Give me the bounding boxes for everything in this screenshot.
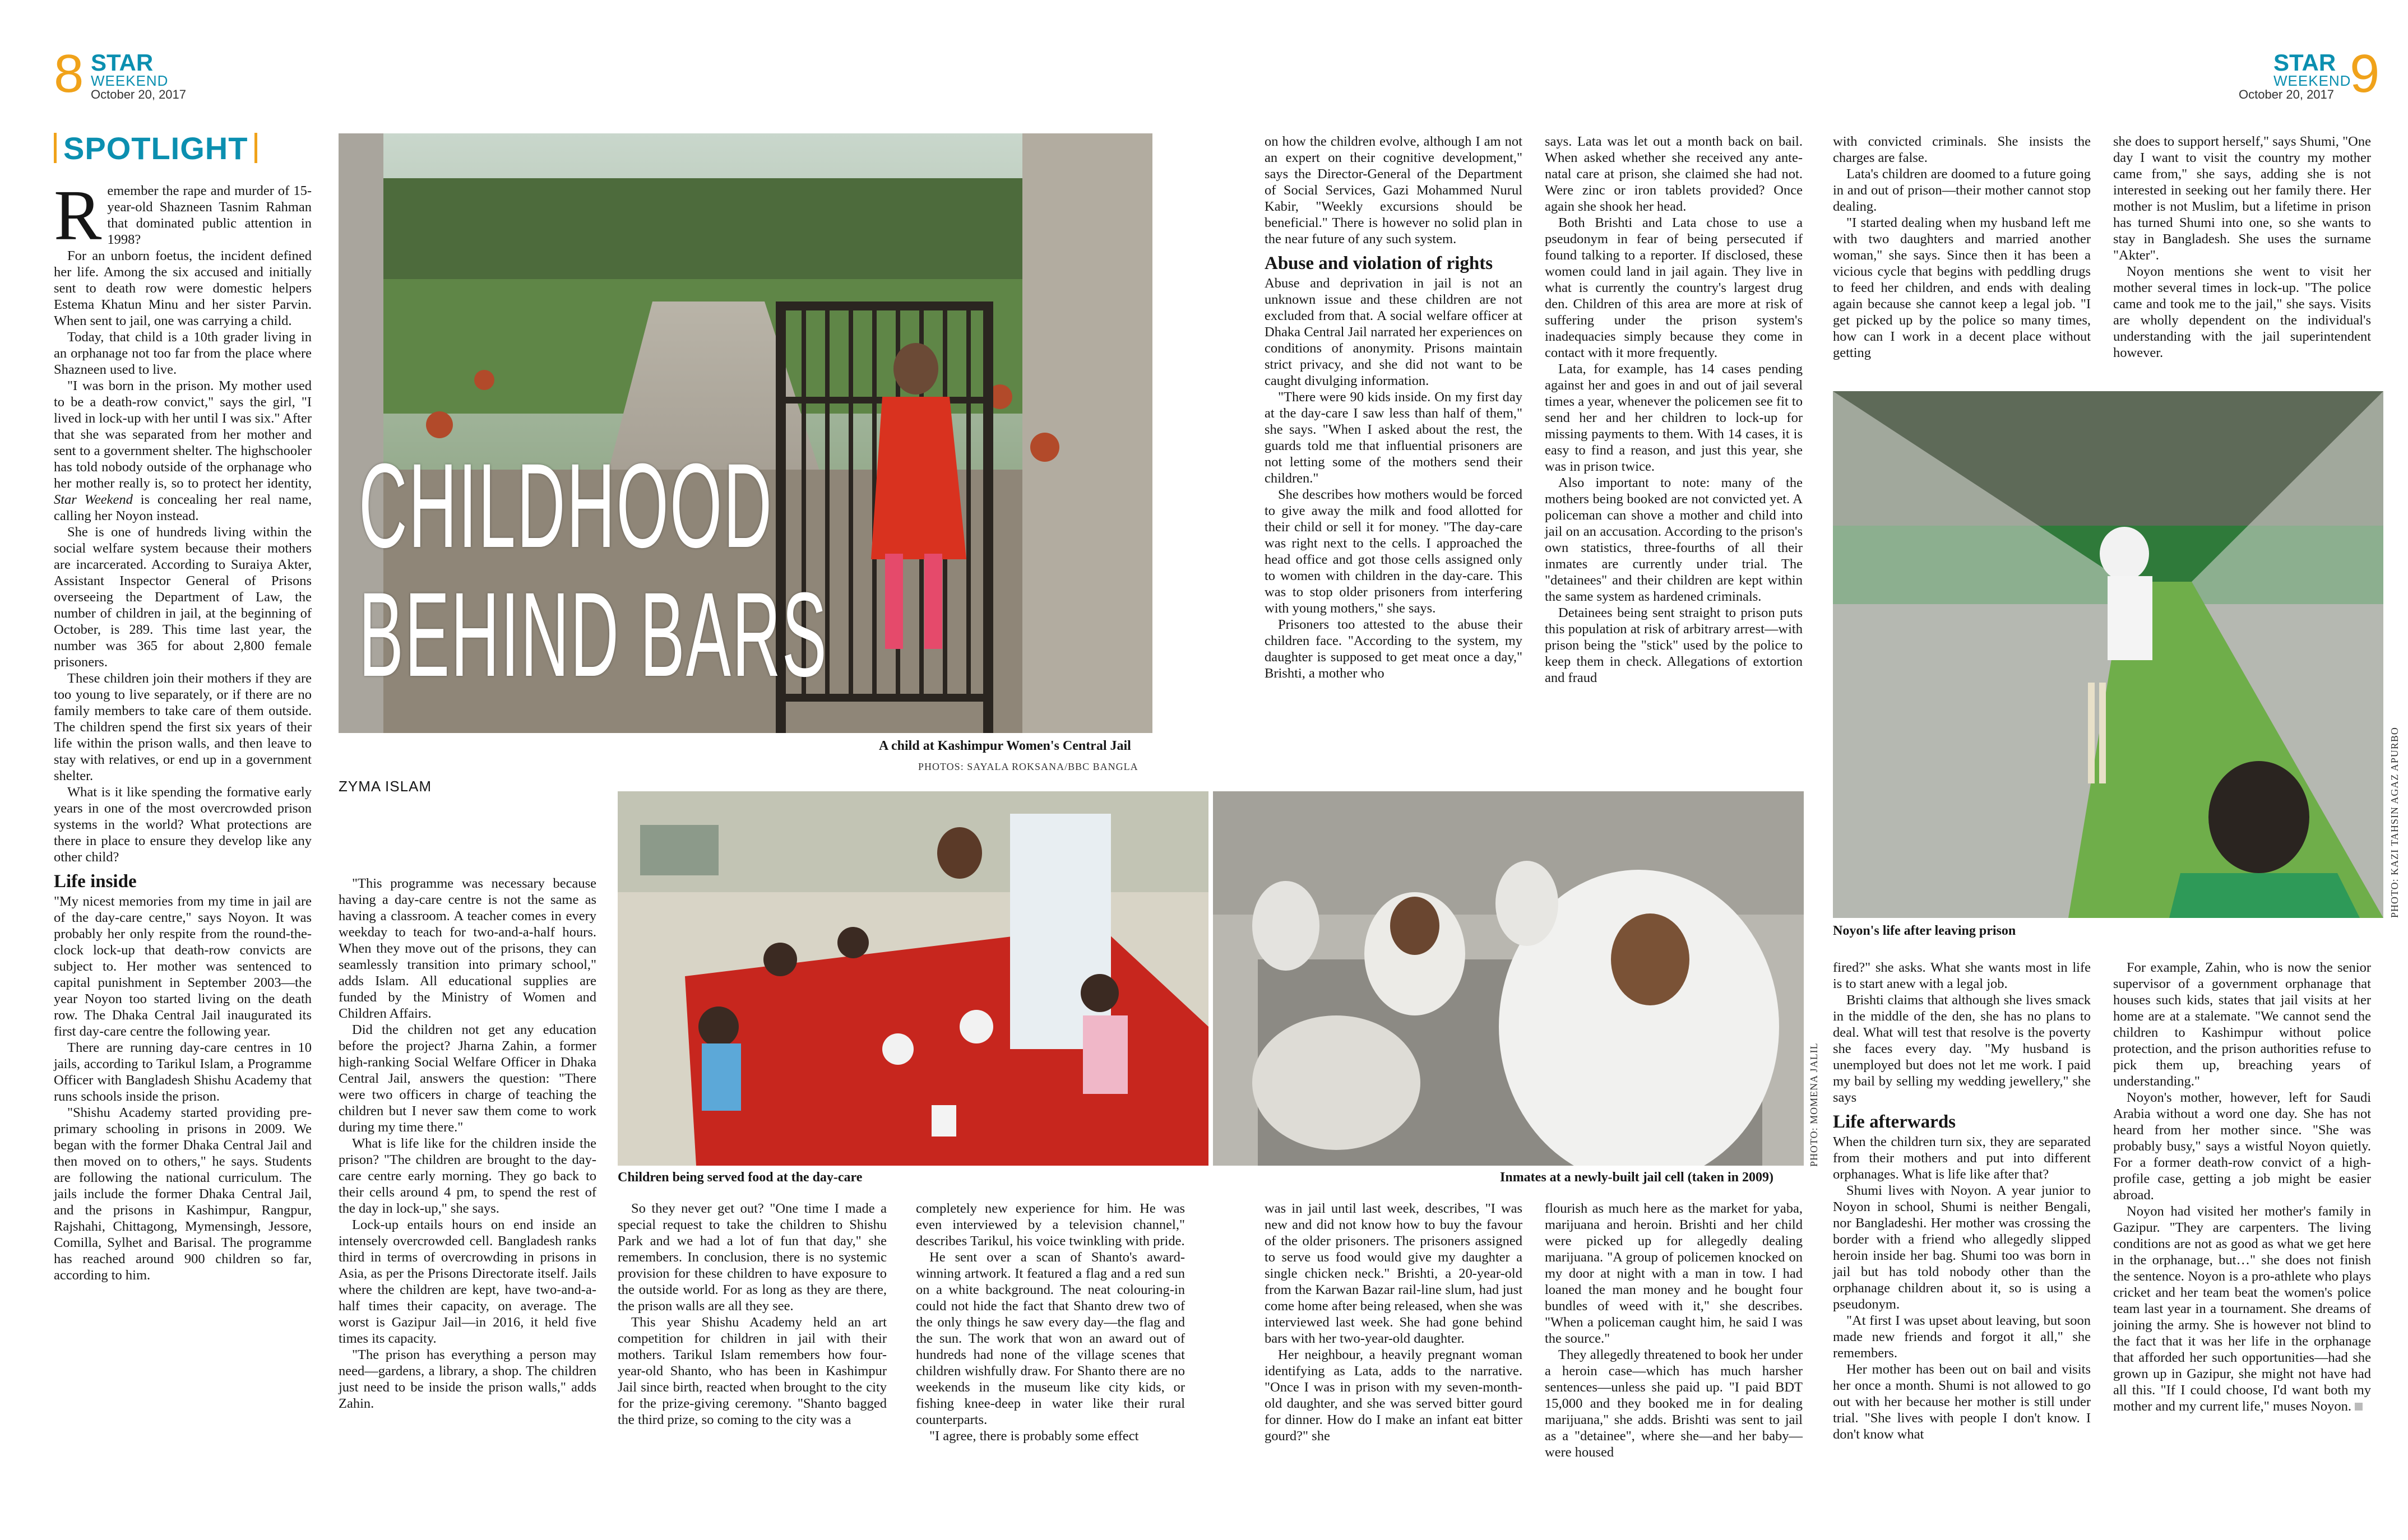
article-column-8 [2113, 133, 2371, 361]
col7b-p6: Her mother has been out on bail and visits her once a month. Shumi is not allowed to go out with her because her mother is still under trial. "She lives with people I don't know. I don't know what [1833, 1362, 2091, 1442]
col1-p2: For an unborn foetus, the incident defined her life. Among the six accused and initially sent to death row were domestic helpers Estema Khatun Minu and her sister Parvin. When sent to jail, one was carrying a child. [54, 248, 312, 328]
credit-cell: PHOTO: MOMENA JALIL [1808, 1042, 1819, 1167]
col5-p1: on how the children evolve, although I am not an expert on their cognitive development," says the Director-General of the Department of Social Services, Gazi Mohammed Nurul Kabir, "Weekly excursions should be beneficial." There is however no solid plan in the near future of any such system. [1265, 134, 1522, 247]
subhead-abuse: Abuse and violation of rights [1265, 253, 1493, 273]
brand-star-right: STAR [2273, 49, 2336, 76]
article-column-6 [1545, 133, 1803, 686]
photo-daycare [618, 791, 1208, 1166]
col2-p1: "This programme was necessary because having a day-care centre is not the same as having a classroom. A teacher comes in every weekday to teach for two-and-a-half hours. When they move out of the prisons, they can seamlessly transition into primary school," adds Islam. All educational supplies are funded by the Ministry of Women and Children Affairs. [339, 876, 596, 1021]
col7-p3: "I started dealing when my husband left me with two daughters and married another woman," she says. Since then it has been a vicious cycle that begins with peddling drugs to feed her children, and ends with dealing again because she cannot keep a legal job. "I get picked up by the police so many times, how can I work in a decent place without getting [1833, 215, 2091, 360]
col1-p9: There are running day-care centres in 10 jails, according to Tarikul Islam, a Programme Officer with Bangladesh Shishu Academy that runs schools inside the prison. [54, 1040, 312, 1104]
col5b-p2: Her neighbour, a heavily pregnant woman identifying as Lata, adds to the narrative. "Once I was in prison with my seven-month-old daughter, and she was served bitter gourd for dinner. How do I make an infant eat bitter gourd?" she [1265, 1347, 1522, 1444]
section-bar-left [54, 133, 57, 163]
photo-cricket [1833, 391, 2383, 918]
col8b-p2: Noyon's mother, however, left for Saudi Arabia without a word one day. She has not heard from her mother since. "She was probably busy," says a wistful Noyon quietly. For a former death-row convict of a high-profile case, getting a job might be easier abroad. [2113, 1090, 2371, 1203]
col4-p2: He sent over a scan of Shanto's award-winning artwork. It featured a flag and a red sun on a white background. The neat colouring-in could not hide the fact that Shanto drew two of the only things he saw every day—the flag and the sun. The work that won an award out of hundreds had none of the village scenes that children wishfully draw. For Shanto there are no weekends in the museum like city kids, or fishing knee-deep in water like their rural counterparts. [916, 1250, 1185, 1427]
article-column-2 [339, 875, 596, 1412]
left-page-number: 8 [54, 44, 84, 104]
col1-p4b: is concealing her real name, calling her Noyon instead. [54, 492, 312, 523]
col4-p3: "I agree, there is probably some effect [929, 1428, 1139, 1444]
col1-p7: What is it like spending the formative early years in one of the most overcrowded prison systems in the world? What protections are there in place to ensure they develop like any other child? [54, 785, 312, 865]
col1-p5: She is one of hundreds living within the social welfare system because their mothers are incarcerated. According to Suraiya Akter, Assistant Inspector General of Prisons overseeing the Department of Law, the number of children in jail, at the beginning of October, is 289. This time last year, the number was 365 for about 2,800 female prisoners. [54, 525, 312, 670]
col6-p1: says. Lata was let out a month back on bail. When asked whether she received any ante-natal care at prison, she claimed she had not. Were zinc or iron tablets provided? Once again she shook her head. [1545, 134, 1803, 214]
col7b-p4: Shumi lives with Noyon. A year junior to Noyon in school, Shumi is neither Bengali, nor Bangladeshi. Her mother was crossing the border with a friend who allegedly slipped heroin inside her bag. Shumi too was born in jail but has told nobody other than the orphanage children about it, so is using a pseudonym. [1833, 1183, 2091, 1312]
col8b-p3 [2113, 1203, 2371, 1414]
col4-p1: completely new experience for him. He was even interviewed by a television channel," describes Tarikul, his voice twinkling with pride. [916, 1201, 1185, 1249]
col7-p1: with convicted criminals. She insists the charges are false. [1833, 134, 2091, 165]
col1-p6: These children join their mothers if they are too young to live separately, or if there are no family members to take care of them outside. The children spend the first six years of their life within the prison walls, and then leave to stay with relatives, or end up in a government shelter. [54, 671, 312, 783]
col1-p10: "Shishu Academy started providing pre-primary schooling in prisons in 2009. We began with the former Dhaka Central Jail and then moved on to others," he says. Students are following the national curriculum. The jails include the former Dhaka Central Jail, and the prisons in Kashimpur, Rangpur, Rajshahi, Chittagong, Mymensingh, Jessore, Comilla, Sylhet and Barisal. The programme has reached around 900 children so far, according to him. [54, 1105, 312, 1283]
col6b-p2: They allegedly threatened to book her under a heroin case—which has much harsher sentences—unless she paid up. "I paid BDT 15,000 and they booked me in for dealing marijuana," she adds. Brishti was sent to jail as a "detainee", where she—and her baby—were housed [1545, 1347, 1803, 1460]
byline: ZYMA ISLAM [339, 778, 432, 795]
article-column-7 [1833, 133, 2091, 361]
article-column-5 [1265, 133, 1522, 681]
col1-p4a: "I was born in the prison. My mother used to be a death-row convict," says the girl, "I lived in lock-up with her until I was six." After that she was separated from her mother and sent to a government shelter. The highschooler has told nobody outside of the orphanage who her mother really is, so to protect her identity, [54, 378, 312, 491]
article-column-8b [2113, 959, 2371, 1414]
col6b-p1: flourish as much here as the market for yaba, marijuana and heroin. Brishti and her child were picked up for allegedly dealing marijuana. "A group of policemen knocked on my door at night with a man in tow. I had loaned the man money and he bought four bundles of weed with it," she describes. "When a policeman caught him, he said I was the source." [1545, 1201, 1803, 1346]
col5-p4: She describes how mothers would be forced to give away the milk and food allotted for their child or sell it for money. "The day-care was right next to the cells. I approached the head office and got those cells assigned only to women with children in the day-care. This was to stop older prisoners from interfering with young mothers," she says. [1265, 487, 1522, 616]
col7b-p1: fired?" she asks. What she wants most in life is to start anew with a legal job. [1833, 960, 2091, 991]
credit-cricket: PHOTO: KAZI TAHSIN AGAZ APURBO [2389, 727, 2400, 918]
col6-p3: Lata, for example, has 14 cases pending against her and goes in and out of jail several times a year, whenever the policemen see fit to send her and her children to lock-up for missing payments to them. With 14 cases, it is easy to find a reason, and just this year, she was in prison twice. [1545, 361, 1803, 474]
article-column-1 [54, 175, 312, 1283]
col8b-p1: For example, Zahin, who is now the senior supervisor of a government orphanage that houses such kids, states that jail visits at her home are at a stalemate. "We cannot send the children to Kashimpur without police protection, and the prison authorities refuse to pick them up, breaching years of understanding." [2113, 960, 2371, 1089]
issue-date-right: October 20, 2017 [2239, 87, 2335, 101]
col5-p3: "There were 90 kids inside. On my first day at the day-care I saw less than half of them," she says. "When I asked about the rest, the guards told me that influential prisoners are not letting some of the mothers send their children." [1265, 389, 1522, 486]
col3-p2: This year Shishu Academy held an art competition for children in jail with their mothers. Tarikul Islam remembers how four-year-old Shanto, who has been in Kashimpur Jail since birth, reacted when brought to the city for the prize-giving ceremony. "Shanto bagged the third prize, so coming to the city was a [618, 1315, 887, 1427]
article-column-3 [618, 1200, 887, 1428]
drop-cap: R [54, 175, 102, 255]
publication-name: Star Weekend [54, 492, 133, 507]
col1-p4 [54, 378, 312, 524]
lede-paragraph [54, 175, 312, 255]
col5b-p1: was in jail until last week, describes, "I was new and did not know how to buy the favour of the older prisoners. The prisoners assigned to serve us food would give my daughter a single chicken neck." Brishti, a 20-year-old from the Karwan Bazar rail-line slum, had just come home after being released, when she was interviewed last week. She had gone behind bars with her two-year-old daughter. [1265, 1201, 1522, 1346]
photo-cell [1213, 791, 1804, 1166]
headline-line2: BEHIND BARS [359, 568, 828, 702]
col7b-p5: "At first I was upset about leaving, but soon made new friends and forgot it all," she remembers. [1833, 1313, 2091, 1361]
cricket-photo-illustration [1833, 391, 2383, 918]
caption-cricket: Noyon's life after leaving prison [1833, 924, 2016, 938]
col6-p4: Also important to note: many of the mothers being booked are not convicted yet. A policeman can shove a mother and child into jail on an accusation. According to the prison's own statistics, three-fourths of all their inmates are currently under trial. The "detainees" and their children are kept within the same system as hardened criminals. [1545, 475, 1803, 604]
col2-p2: Did the children not get any education before the project? Jharna Zahin, a former high-ranking Social Welfare Officer in Dhaka Central Jail, answers the question: "There were two officers in charge of teaching the children but I never saw them come to work during my time there." [339, 1022, 596, 1135]
col6-p2: Both Brishti and Lata chose to use a pseudonym in fear of being persecuted if found talking to a reporter. If disclosed, these women could land in jail again. They live in what is currently the country's largest drug den. Children of this area are more at risk of suffering under the prison system's inadequacies simply because they come in contact with it more frequently. [1545, 215, 1803, 360]
subhead-life-afterwards: Life afterwards [1833, 1112, 1956, 1132]
col1-p1: emember the rape and murder of 15-year-old Shazneen Tasnim Rahman that dominated public attention in 1998? [107, 183, 312, 247]
col5-p2: Abuse and deprivation in jail is not an unknown issue and these children are not excluded from that. A social welfare officer at Dhaka Central Jail narrated her experiences on conditions of anonymity. Prisons maintain strict privacy, and she did not want to be caught divulging information. [1265, 276, 1522, 388]
caption-cell: Inmates at a newly-built jail cell (taken in 2009) [1500, 1170, 1773, 1185]
article-column-7b [1833, 959, 2091, 1442]
col6-p5: Detainees being sent straight to prison puts this population at risk of arbitrary arrest—with prison being the "stick" used by the police to keep them in check. Allegations of extortion and fraud [1545, 605, 1803, 685]
end-mark [2355, 1403, 2363, 1411]
credit-gate: PHOTOS: SAYALA ROKSANA/BBC BANGLA [918, 761, 1138, 772]
col7-p2: Lata's children are doomed to a future going in and out of prison—their mother cannot stop dealing. [1833, 166, 2091, 214]
col8-p1: she does to support herself," says Shumi, "One day I want to visit the country my mother came from," she says, adding she is not interested in seeking out her family there. Her mother is not Muslim, but a lifetime in prison has turned Shumi into one, so she wants to stay in Bangladesh. She uses the surname "Akter". [2113, 134, 2371, 263]
brand-weekend-left: WEEKEND [91, 72, 169, 89]
daycare-photo-illustration [618, 791, 1208, 1166]
brand-star-left: STAR [91, 49, 154, 76]
article-column-6b [1545, 1200, 1803, 1460]
subhead-life-inside: Life inside [54, 871, 137, 892]
section-label [54, 130, 257, 166]
col2-p4: Lock-up entails hours on end inside an intensely overcrowded cell. Bangladesh ranks third in terms of overcrowding in prisons in Asia, as per the Prisons Directorate itself. Jails where the children are kept, have two-and-a-half times their capacity, on average. The worst is Gazipur Jail—in 2016, it held five times its capacity. [339, 1217, 596, 1346]
issue-date-left: October 20, 2017 [91, 87, 187, 101]
right-page-number: 9 [2350, 44, 2380, 104]
col5-p5: Prisoners too attested to the abuse their children face. "According to the system, my daughter is supposed to get meat once a day," Brishti, a mother who [1265, 617, 1522, 681]
section-label-text: SPOTLIGHT [63, 130, 248, 166]
caption-gate: A child at Kashimpur Women's Central Jail [879, 739, 1131, 753]
col1-p3: Today, that child is a 10th grader living in an orphanage not too far from the place where Shazneen used to live. [54, 330, 312, 377]
col7b-p2: Brishti claims that although she lives smack in the middle of the den, she has no plans to deal. What will test that resolve is the poverty she faces every day. "My husband is unemployed but does not let me work. I paid my bail by selling my wedding jewellery," she says [1833, 992, 2091, 1105]
col2-p3: What is life like for the children inside the prison? "The children are brought to the day-care centre early morning. They go back to their cells around 4 pm, to spend the rest of the day in lock-up," she says. [339, 1136, 596, 1216]
article-column-4 [916, 1200, 1185, 1444]
cell-photo-illustration [1213, 791, 1804, 1166]
col2-p5: "The prison has everything a person may need—gardens, a library, a shop. The children just need to be inside the prison walls," adds Zahin. [339, 1347, 596, 1411]
headline-line1: CHILDHOOD [359, 439, 774, 573]
col3-p1: So they never get out? "One time I made a special request to take the children to Shishu Park and we had a lot of fun that day," she remembers. In conclusion, there is no systemic provision for these children to have exposure to the outside world. For as long as they are there, the prison walls are all they see. [618, 1201, 887, 1314]
article-column-5b [1265, 1200, 1522, 1444]
brand-weekend-right: WEEKEND [2273, 72, 2351, 89]
col1-p8: "My nicest memories from my time in jail are of the day-care centre," says Noyon. It was probably her only respite from the round-the-clock lock-up that death-row convicts are subject to. Her mother was sentenced to capital punishment in September 2003—the year Noyon too started living on the death row. The Dhaka Central Jail inaugurated its first day-care centre the following year. [54, 894, 312, 1039]
col7b-p3: When the children turn six, they are separated from their mothers and put into different orphanages. What is life like after that? [1833, 1134, 2091, 1182]
col8-p2: Noyon mentions she went to visit her mother several times in lock-up. "The police came and took me to the jail," she says. Visits are wholly dependent on the individual's understanding with the jail superintendent however. [2113, 264, 2371, 360]
col8b-p3-text: Noyon had visited her mother's family in Gazipur. "They are carpenters. The living conditions are not as good as what we get here in the orphanage, but…" she does not finish the sentence. Noyon is a pro-athlete who plays cricket and her team beat the women's police team last year in a tournament. She dreams of joining the army. She is however not blind to the fact that it was her life in the orphanage that afforded her such opportunities—had she grown up in Gazipur, she might not have had all this. "If I could choose, I'd want both my mother and my current life," muses Noyon. [2113, 1204, 2371, 1414]
section-bar-right [254, 133, 257, 163]
caption-daycare: Children being served food at the day-care [618, 1170, 863, 1185]
